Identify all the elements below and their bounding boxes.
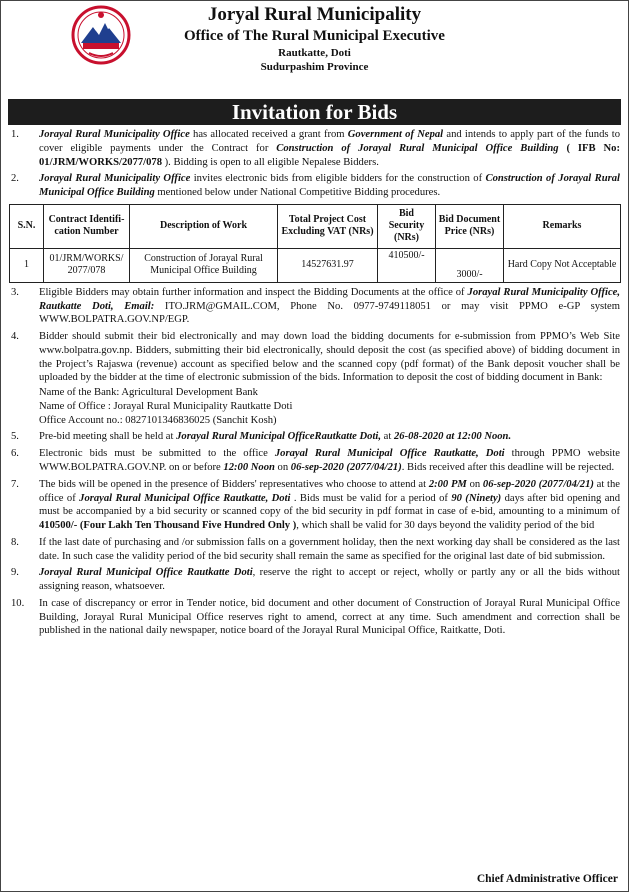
- text: , reserve the right to accept or reject, wholly or partly any or all the bids without assigning reason, whatsoever.: [39, 567, 620, 593]
- item-number: 1.: [11, 129, 19, 140]
- cell-contract: 01/JRM/WORKS/ 2077/078: [44, 248, 130, 282]
- province-line: Sudurpashim Province: [260, 61, 369, 74]
- item-number: 4.: [11, 331, 19, 343]
- text: mentioned below under National Competitive Bidding procedures.: [154, 187, 441, 199]
- item-number: 8.: [11, 536, 19, 548]
- col-description: Description of Work: [130, 204, 278, 248]
- notice-item-4: [9, 330, 620, 427]
- item-text: [39, 478, 620, 533]
- text: at the office of: [39, 478, 620, 504]
- emph: Jorayal Rural Municipal Office Rautkatte, Doti: [274, 448, 505, 460]
- office-name: Name of Office : Jorayal Rural Municipality Rautkatte Doti: [39, 400, 293, 412]
- item-number: 5.: [11, 431, 19, 443]
- item-number: 2.: [11, 173, 19, 185]
- col-contract: Contract Identifi-cation Number: [44, 204, 130, 248]
- item-number: 10.: [11, 597, 25, 609]
- emph: 26-08-2020 at 12:00 Noon.: [393, 431, 512, 443]
- text: ). Bidding is open to all eligible Nepalese Bidders.: [164, 156, 379, 168]
- cell-security: 410500/-: [378, 248, 436, 282]
- office-subtitle: Office of The Rural Municipal Executive: [184, 27, 445, 44]
- cell-description: Construction of Jorayal Rural Municipal Office Building: [130, 248, 278, 282]
- text: Electronic bids must be submitted to the office: [39, 448, 275, 460]
- emph: 06-sep-2020 (2077/04/21): [482, 478, 594, 490]
- text: . Bids received after this deadline will be rejected.: [401, 462, 615, 474]
- bid-security-amount: 410500/- (Four Lakh Ten Thousand Five Hundred Only ): [39, 520, 297, 532]
- text: days after bid opening and must be accompanied by a bid security or scanned copy of the bid security in pdf format in case of e-bid, amounting to a minimum of: [39, 492, 620, 518]
- notice-item-3: [9, 286, 620, 327]
- notice-item-9: [9, 566, 620, 594]
- col-sn: S.N.: [10, 204, 44, 248]
- text: The bids will be opened in the presence of Bidders' representatives who choose to attend at: [39, 478, 429, 490]
- notice-header: [9, 1, 620, 99]
- office-account: Office Account no.: 0827101346836025 (Sanchit Kosh): [39, 414, 277, 426]
- text: on: [274, 462, 291, 474]
- cell-cost: 14527631.97: [278, 248, 378, 282]
- emph: 2:00 PM: [428, 478, 467, 490]
- emph: Construction of Jorayal Rural Municipal Office Building: [276, 142, 559, 154]
- item-text: [39, 566, 620, 594]
- col-remarks: Remarks: [504, 204, 621, 248]
- item-number: 7.: [11, 478, 19, 490]
- item-text: [39, 172, 620, 200]
- text: ITO.JRM@GMAIL.COM, Phone No. 0977-9749118051 or may visit PPMO e-GP system WWW.BOLPATRA.GOV.NP/EGP.: [39, 300, 621, 326]
- table-row: [10, 248, 621, 282]
- item-number: 9.: [11, 567, 19, 579]
- text: has allocated received a grant from: [189, 129, 348, 140]
- emph: 12:00 Noon: [223, 462, 275, 474]
- item-number: 6.: [11, 448, 19, 460]
- col-cost: Total Project Cost Excluding VAT (NRs): [278, 204, 378, 248]
- cell-sn: 1: [10, 248, 44, 282]
- emph: Government of Nepal: [347, 129, 444, 140]
- emph: Jorayal Rural Municipality Office, Rautkatte Doti, Email:: [39, 286, 620, 312]
- text: Pre-bid meeting shall be held at: [39, 431, 177, 443]
- item-text: [39, 430, 620, 444]
- col-security: Bid Security (NRs): [378, 204, 436, 248]
- invitation-banner: Invitation for Bids: [8, 99, 621, 125]
- text: invites electronic bids from eligible bidders for the construction of: [190, 173, 486, 185]
- bids-table: [9, 204, 621, 283]
- item-text: If the last date of purchasing and /or submission falls on a government holiday, then the next working day shall be considered as the last date. In such case the validity period of the bid security shall remain the same as specified for the original last date of bid submission.: [39, 536, 620, 562]
- notice-item-10: [9, 597, 620, 638]
- text: . Bids must be valid for a period of: [290, 492, 452, 504]
- address-line: Rautkatte, Doti: [278, 46, 351, 59]
- notice-item-2: [9, 172, 620, 200]
- emph: Construction of Jorayal Rural Municipal Office Building: [39, 173, 620, 199]
- cell-remarks: Hard Copy Not Acceptable: [504, 248, 621, 282]
- cell-docprice: 3000/-: [436, 248, 504, 282]
- item-text: [39, 447, 620, 475]
- emph: 90 (Ninety): [451, 492, 502, 504]
- text: at: [381, 431, 394, 443]
- item-number: 3.: [11, 286, 19, 298]
- emph: Jorayal Rural Municipality Office: [39, 129, 190, 140]
- notice-item-1: [9, 128, 620, 169]
- table-header-row: [10, 204, 621, 248]
- item-text: [39, 286, 620, 327]
- municipality-title: Joryal Rural Municipality: [207, 4, 422, 25]
- item-text: In case of discrepancy or error in Tender notice, bid document and other document of Construction of Jorayal Rural Municipal Office Building, Jorayal Rural Municipal Office reserves right to amend, correct at any time. Such amendment and correction shall be published in the national daily newspaper, notice board of the Jorayal Rural Municipal Office, Raitkatte, Doti.: [39, 597, 620, 637]
- notice-item-8: [9, 536, 620, 564]
- text: Eligible Bidders may obtain further information and inspect the Bidding Documents at the office of: [39, 286, 468, 298]
- notice-item-5: [9, 430, 620, 444]
- signature-line: Chief Administrative Officer: [476, 873, 618, 886]
- emph: Jorayal Rural Municipality Office: [39, 173, 191, 185]
- emph: Jorayal Rural Municipal OfficeRautkatte Doti,: [176, 431, 382, 443]
- emph: Jorayal Rural Municipal Office Rautkatte, Doti: [79, 492, 291, 504]
- nepal-government-emblem-icon: [71, 5, 131, 65]
- text: , which shall be valid for 30 days beyond the validity period of the bid: [296, 520, 595, 532]
- text: Bidder should submit their bid electronically and may down load the bidding documents for e-submission from PPMO’s Web Site www.bolpatra.gov.np. Bidders, submitting their bid electronically, should deposit the cost (as specified above) of bidding document in the Project’s Rajaswa (revenue) account as specified below and the scanned copy (pdf format) of the Bank deposit voucher shall be uploaded by the bidder at the time of electronic submission of the bids. Information to deposit the cost of bidding document in Bank:: [39, 331, 620, 384]
- text: and intends to apply part of the funds to cover eligible payments under the Contract for: [39, 129, 620, 154]
- text: on: [466, 478, 483, 490]
- text: through PPMO website WWW.BOLPATRA.GOV.NP. on or before: [39, 448, 620, 474]
- bank-name: Name of the Bank: Agricultural Development Bank: [39, 387, 258, 399]
- emph: Jorayal Rural Municipal Office Rautkatte Doti: [39, 567, 253, 579]
- ifb-number: ( IFB No: 01/JRM/WORKS/2077/078: [39, 142, 620, 168]
- notice-item-7: [9, 478, 620, 533]
- notice-item-6: [9, 447, 620, 475]
- emph: 06-sep-2020 (2077/04/21): [290, 462, 402, 474]
- item-text: [39, 128, 620, 169]
- col-docprice: Bid Document Price (NRs): [436, 204, 504, 248]
- item-text: [39, 330, 620, 427]
